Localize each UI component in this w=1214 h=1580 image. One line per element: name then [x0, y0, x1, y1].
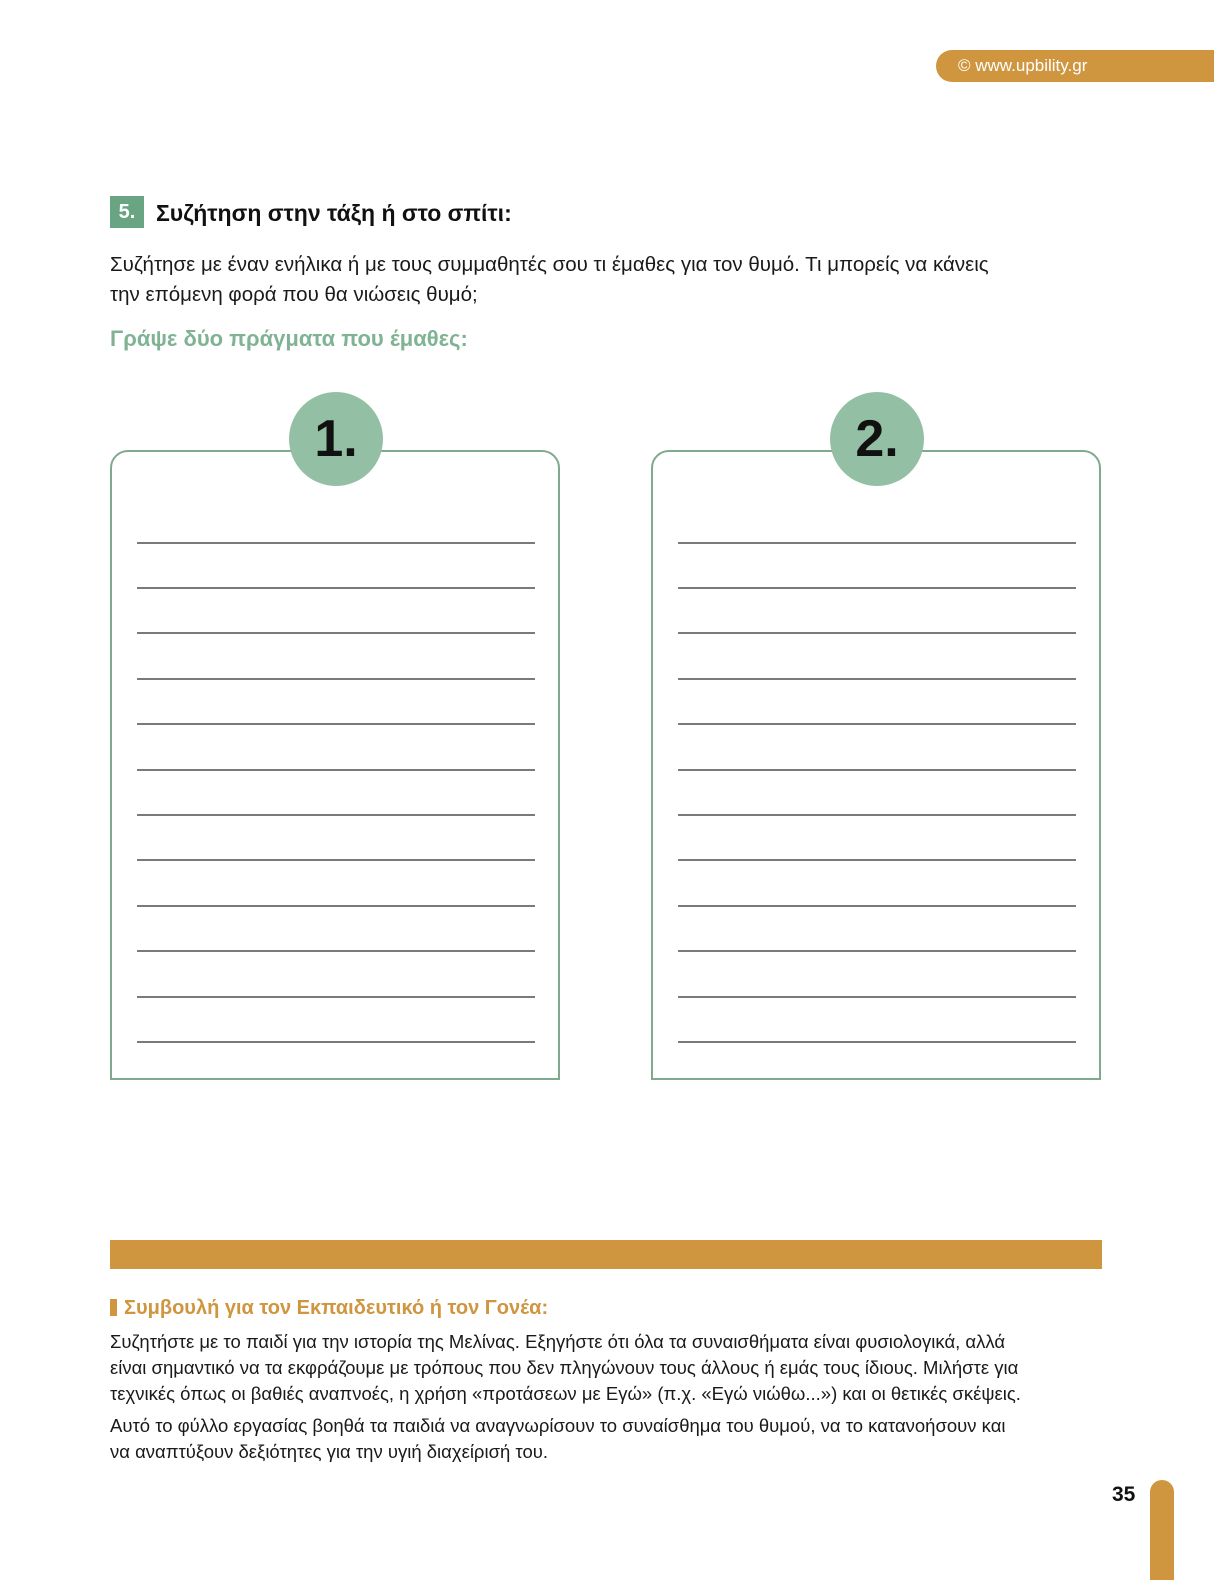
tip-line: να αναπτύξουν δεξιότητες για την υγιή διαχείρισή του.	[110, 1441, 549, 1462]
card-number-badge: 1.	[289, 392, 383, 486]
task-description-line: Συζήτησε με έναν ενήλικα ή με τους συμμαθητές σου τι έμαθες για τον θυμό. Τι μπορείς να κάνεις	[110, 253, 989, 276]
tip-line: τεχνικές όπως οι βαθιές αναπνοές, η χρήση «προτάσεων με Εγώ» (π.χ. «Εγώ νιώθω...») και οι θετικές σκέψεις.	[110, 1383, 1021, 1404]
write-prompt: Γράψε δύο πράγματα που έμαθες:	[110, 326, 468, 351]
card-number-badge: 2.	[830, 392, 924, 486]
task-title: Συζήτηση στην τάξη ή στο σπίτι:	[156, 200, 512, 226]
writing-line[interactable]	[678, 905, 1076, 907]
writing-line[interactable]	[137, 769, 535, 771]
writing-line[interactable]	[678, 723, 1076, 725]
tip-paragraph-2	[110, 1413, 1110, 1465]
writing-line[interactable]	[137, 632, 535, 634]
tip-line: είναι σημαντικό να τα εκφράζουμε με τρόπους που δεν πληγώνουν τους άλλους ή εμάς τους ίδιους. Μιλήστε για	[110, 1357, 1019, 1378]
tip-line: Συζητήστε με το παιδί για την ιστορία της Μελίνας. Εξηγήστε ότι όλα τα συναισθήματα είναι φυσιολογικά, αλλά	[110, 1331, 1006, 1352]
tip-marker-icon	[110, 1299, 117, 1316]
writing-line[interactable]	[137, 542, 535, 544]
writing-line[interactable]	[678, 542, 1076, 544]
writing-line[interactable]	[678, 1041, 1076, 1043]
answer-card-1	[110, 410, 560, 1080]
page-edge-tab	[1150, 1480, 1174, 1580]
writing-line[interactable]	[137, 996, 535, 998]
page-number: 35	[1112, 1483, 1136, 1506]
tip-heading	[110, 1297, 548, 1320]
tip-line: Αυτό το φύλλο εργασίας βοηθά τα παιδιά να αναγνωρίσουν το συναίσθημα του θυμού, να το κατανοήσουν και	[110, 1415, 1006, 1436]
writing-line[interactable]	[678, 632, 1076, 634]
writing-line[interactable]	[678, 996, 1076, 998]
copyright-banner: © www.upbility.gr	[936, 50, 1214, 82]
writing-line[interactable]	[137, 905, 535, 907]
tip-paragraph-1	[110, 1329, 1110, 1407]
task-description-line: την επόμενη φορά που θα νιώσεις θυμό;	[110, 283, 478, 306]
writing-line[interactable]	[137, 723, 535, 725]
writing-line[interactable]	[678, 814, 1076, 816]
tip-title-text: Συμβουλή για τον Εκπαιδευτικό ή τον Γονέα:	[124, 1297, 549, 1319]
writing-line[interactable]	[137, 1041, 535, 1043]
writing-line[interactable]	[137, 950, 535, 952]
writing-line[interactable]	[678, 769, 1076, 771]
writing-line[interactable]	[678, 678, 1076, 680]
writing-line[interactable]	[137, 814, 535, 816]
writing-line[interactable]	[137, 678, 535, 680]
writing-line[interactable]	[678, 950, 1076, 952]
task-description	[110, 250, 1110, 310]
answer-card-2	[651, 410, 1101, 1080]
writing-line[interactable]	[678, 587, 1076, 589]
task-number-badge: 5.	[110, 196, 144, 228]
writing-line[interactable]	[137, 587, 535, 589]
writing-line[interactable]	[137, 859, 535, 861]
section-divider-bar	[110, 1240, 1102, 1269]
writing-line[interactable]	[678, 859, 1076, 861]
